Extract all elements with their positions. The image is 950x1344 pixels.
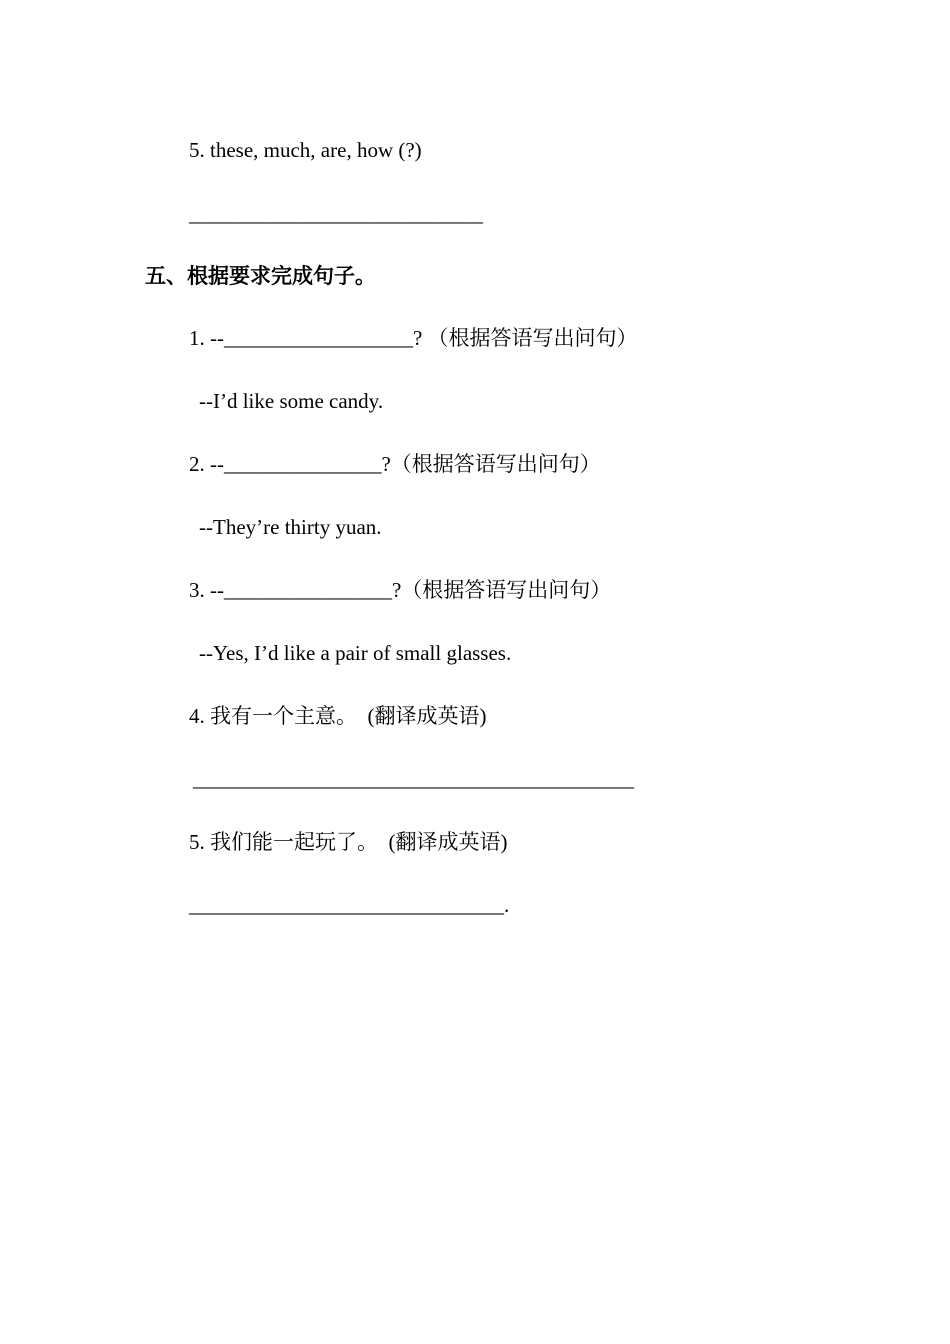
item-5-prompt: 5. 我们能一起玩了。 (翻译成英语): [189, 830, 508, 854]
item-2-answer: --They’re thirty yuan.: [199, 515, 382, 539]
section-5-heading: 五、根据要求完成句子。: [145, 264, 376, 288]
item-3-question: 3. --________________?（根据答语写出问句）: [189, 578, 612, 602]
item-5-answer-line: ______________________________.: [189, 893, 510, 917]
prev-item-5-prompt: 5. these, much, are, how (?): [189, 138, 422, 162]
item-4-answer-line: __________________________________________: [193, 767, 634, 791]
item-3-answer: --Yes, I’d like a pair of small glasses.: [199, 641, 512, 665]
item-1-question: 1. --__________________? （根据答语写出问句）: [189, 326, 638, 350]
item-2-question: 2. --_______________?（根据答语写出问句）: [189, 452, 601, 476]
prev-item-5-answer-line: ____________________________: [189, 202, 483, 226]
item-4-prompt: 4. 我有一个主意。 (翻译成英语): [189, 704, 487, 728]
item-1-answer: --I’d like some candy.: [199, 389, 384, 413]
